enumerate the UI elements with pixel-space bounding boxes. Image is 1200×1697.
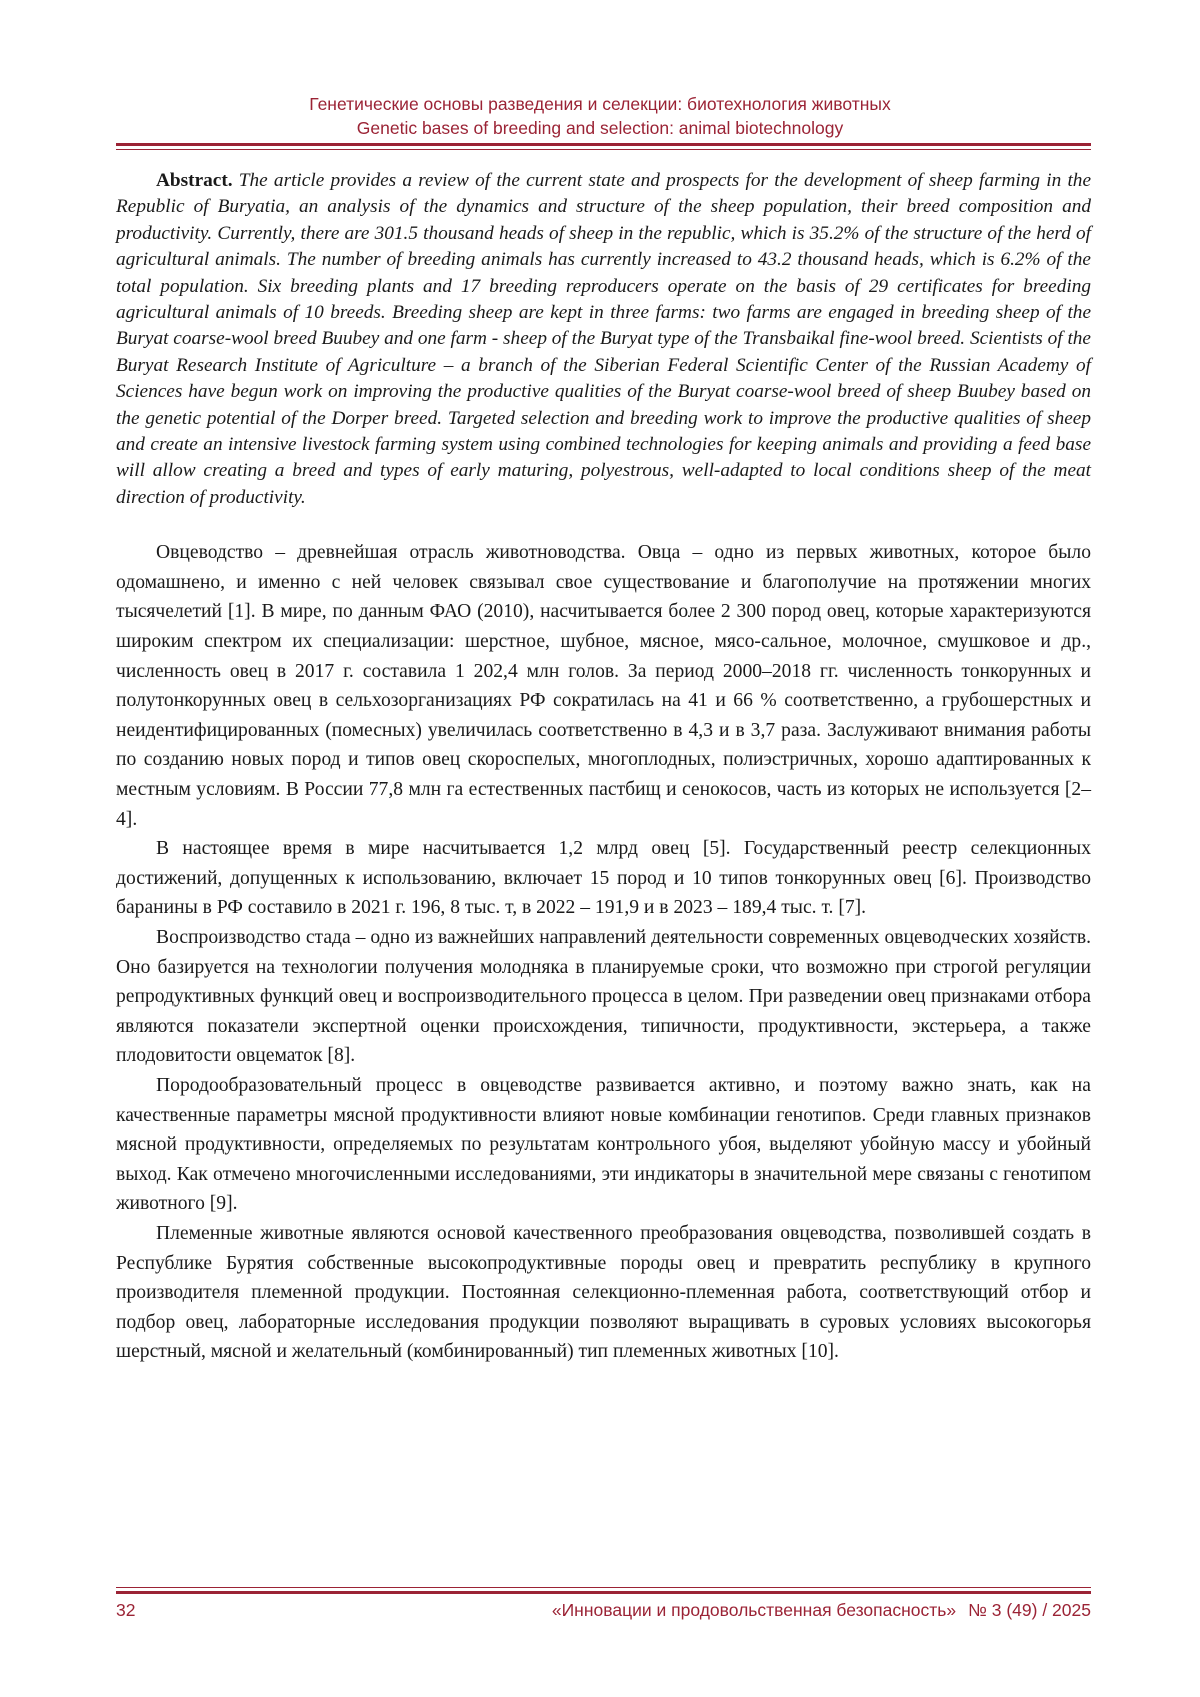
page-number: 32	[116, 1600, 136, 1620]
abstract	[116, 168, 1091, 511]
footer-rule-thin	[116, 1587, 1091, 1588]
header-title-ru: Генетические основы разведения и селекции: биотехнология животных	[309, 94, 891, 114]
abstract-label: Abstract.	[156, 170, 233, 191]
paragraph: Воспроизводство стада – одно из важнейших направлений деятельности современных овцеводческих хозяйств. Оно базируется на технологии получения молодняка в планируемые сроки, что возможно при строгой регуляции репродуктивных функций овец и воспроизводительного процесса в целом. При разведении овец признаками отбора являются показатели экспертной оценки происхождения, типичности, продуктивности, экстерьера, а также плодовитости овцематок [8].	[116, 927, 1091, 1067]
paragraph: Породообразовательный процесс в овцеводстве развивается активно, и поэтому важно знать, как на качественные параметры мясной продуктивности влияют новые комбинации генотипов. Среди главных признаков мясной продуктивности, определяемых по результатам контрольного убоя, выделяют убойную массу и убойный выход. Как отмечено многочисленными исследованиями, эти индикаторы в значительной мере связаны с генотипом животного [9].	[116, 1074, 1091, 1215]
journal-issue: № 3 (49) / 2025	[968, 1600, 1091, 1620]
journal-title: «Инновации и продовольственная безопасность»	[551, 1600, 957, 1620]
journal-info	[552, 1598, 1091, 1622]
running-header	[0, 92, 1200, 140]
body-text	[116, 538, 1091, 1367]
page-content	[116, 168, 1091, 1367]
paragraph: Овцеводство – древнейшая отрасль животноводства. Овца – одно из первых животных, которое было одомашнено, и именно с ней человек связывал свое существование и благополучие на протяжении многих тысячелетий [1]. В мире, по данным ФАО (2010), насчитывается более 2 300 пород овец, которые характеризуются широким спектром их специализации: шерстное, шубное, мясное, мясо-сальное, молочное, смушковое и др., численность овец в 2017 г. составила 1 202,4 млн голов. За период 2000–2018 гг. численность тонкорунных и полутонкорунных овец в сельхозорганизациях РФ сократилась на 41 и 66 % соответственно, а грубошерстных и неидентифицированных (помесных) увеличилась соответственно в 4,3 и в 3,7 раза. Заслуживают внимания работы по созданию новых пород и типов овец скороспелых, многоплодных, полиэстричных, хорошо адаптированных к местным условиям. В России 77,8 млн га естественных пастбищ и сенокосов, часть из которых не используется [2–4].	[116, 542, 1091, 830]
footer-rule-thick	[116, 1591, 1091, 1594]
header-title-en: Genetic bases of breeding and selection: animal biotechnology	[356, 118, 844, 138]
header-rule-thin	[116, 149, 1091, 150]
abstract-text: The article provides a review of the current state and prospects for the development of sheep farming in the Republic of Buryatia, an analysis of the dynamics and structure of the sheep population, their breed composition and productivity. Currently, there are 301.5 thousand heads of sheep in the republic, which is 35.2% of the structure of the herd of agricultural animals. The number of breeding animals has currently increased to 43.2 thousand heads, which is 6.2% of the total population. Six breeding plants and 17 breeding reproducers operate on the basis of 29 certificates for breeding agricultural animals of 10 breeds. Breeding sheep are kept in three farms: two farms are engaged in breeding sheep of the Buryat coarse-wool breed Buubey and one farm - sheep of the Buryat type of the Transbaikal fine-wool breed. Scientists of the Buryat Research Institute of Agriculture – a branch of the Siberian Federal Scientific Center of the Russian Academy of Sciences have begun work on improving the productive qualities of the Buryat coarse-wool breed of sheep Buubey based on the genetic potential of the Dorper breed. Targeted selection and breeding work to improve the productive qualities of sheep and create an intensive livestock farming system using combined technologies for keeping animals and providing a feed base will allow creating a breed and types of early maturing, polyestrous, well-adapted to local conditions sheep of the meat direction of productivity.	[116, 170, 1091, 508]
header-rule-thick	[116, 143, 1091, 146]
paragraph: Племенные животные являются основой качественного преобразования овцеводства, позволившей создать в Республике Бурятия собственные высокопродуктивные породы овец и превратить республику в крупного производителя племенной продукции. Постоянная селекционно-племенная работа, соответствующий отбор и подбор овец, лабораторные исследования продукции позволяют выращивать в суровых условиях высокогорья шерстный, мясной и желательный (комбинированный) тип племенных животных [10].	[116, 1222, 1091, 1363]
paragraph: В настоящее время в мире насчитывается 1,2 млрд овец [5]. Государственный реестр селекционных достижений, допущенных к использованию, включает 15 пород и 10 типов тонкорунных овец [6]. Производство баранины в РФ составило в 2021 г. 196, 8 тыс. т, в 2022 – 191,9 и в 2023 – 189,4 тыс. т. [7].	[116, 838, 1091, 919]
